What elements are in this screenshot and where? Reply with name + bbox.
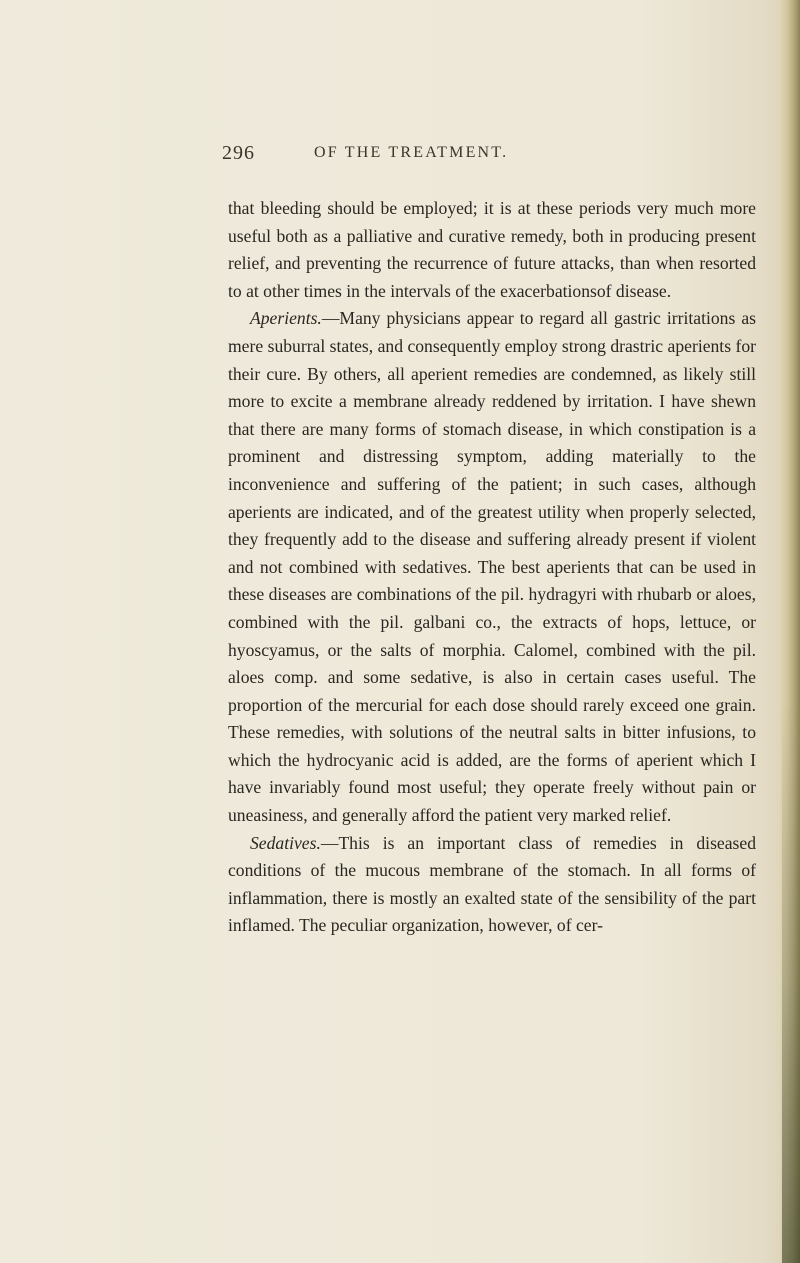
page-edge-shadow [782, 703, 800, 1263]
aperients-heading: Aperients. [250, 308, 322, 329]
running-head: OF THE TREATMENT. [314, 144, 509, 161]
paragraph-aperients [228, 305, 756, 829]
sedatives-text: —This is an important class of remedies in diseased conditions of the mucous membrane of the stomach. In all forms of inflammation, there is mostly an exalted state of the sensibility of the part inflamed. The peculiar organization, however, of cer- [228, 832, 756, 936]
page-number: 296 [222, 142, 255, 164]
page-header [222, 142, 752, 172]
paragraph-bleeding: that bleeding should be employed; it is at these periods very much more useful both as a palliative and curative remedy, both in producing present relief, and preventing the recurrence of future attacks, than when resorted to at other times in the intervals of the exacerbationsof disease. [228, 198, 756, 301]
sedatives-heading: Sedatives. [250, 832, 321, 853]
paragraph-sedatives [228, 830, 756, 940]
body-text [228, 195, 756, 940]
aperients-text: —Many physicians appear to regard all gastric irritations as mere suburral states, and consequently employ strong drastric aperients for their cure. By others, all aperient remedies are condemned, as likely still more to excite a membrane already reddened by irritation. I have shewn that there are many forms of stomach disease, in which constipation is a prominent and distressing symptom, adding materially to the inconvenience and suffering of the patient; in such cases, although aperients are indicated, and of the greatest utility when properly selected, they frequently add to the disease and suffering already present if violent and not combined with sedatives. The best aperients that can be used in these diseases are combinations of the pil. hydragyri with rhubarb or aloes, combined with the pil. galbani co., the extracts of hops, lettuce, or hyoscyamus, or the salts of morphia. Calomel, combined with the pil. aloes comp. and some sedative, is also in certain cases useful. The proportion of the mercurial for each dose should rarely exceed one grain. These remedies, with solutions of the neutral salts in bitter infusions, to which the hydrocyanic acid is added, are the forms of aperient which I have invariably found most useful; they operate freely without pain or uneasiness, and generally afford the patient very marked relief. [228, 308, 756, 826]
